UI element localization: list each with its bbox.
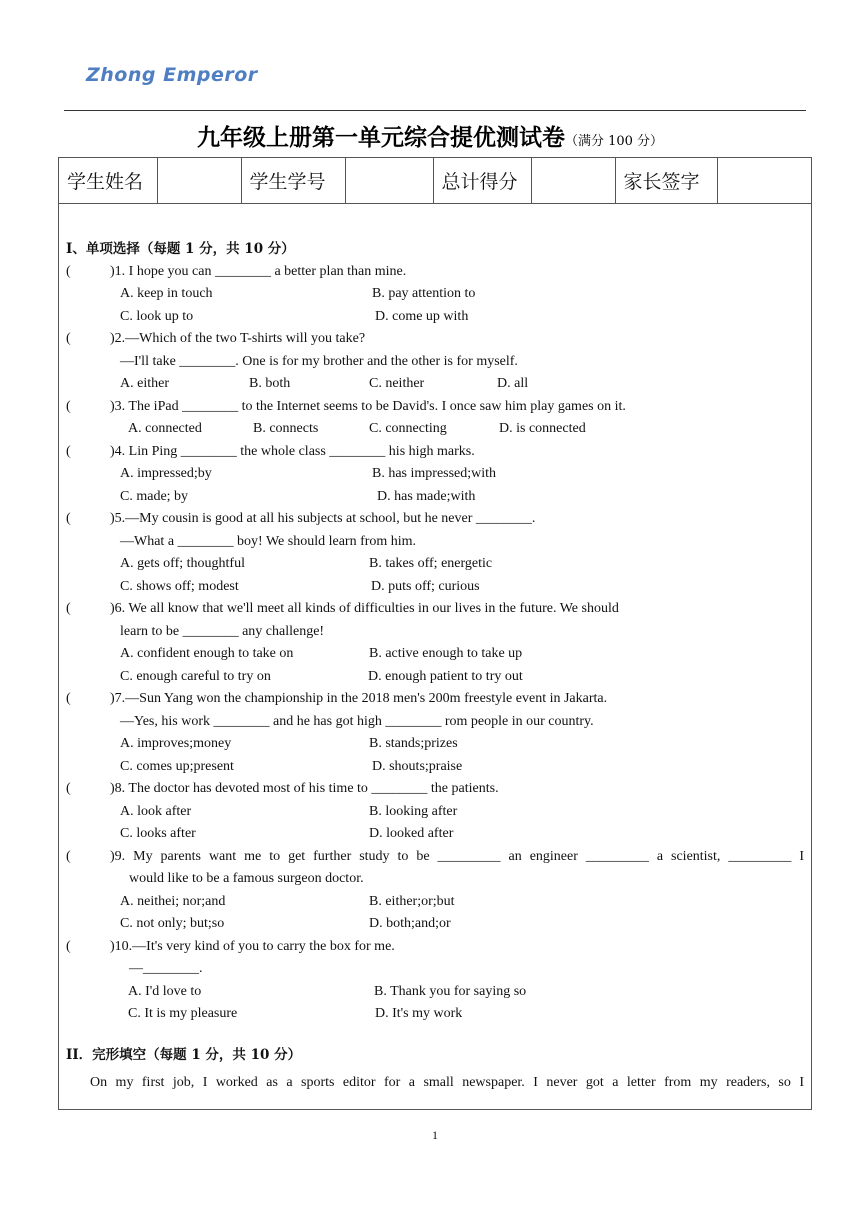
label-student-name: 学生姓名 <box>59 158 157 204</box>
option[interactable]: C. looks after <box>120 826 196 841</box>
option[interactable]: D. both;and;or <box>369 916 451 931</box>
question-stem: )6. We all know that we'll meet all kinds of difficulties in our lives in the future. We should <box>110 601 619 616</box>
section-2-heading: II．完形填空（每题 1 分，共 10 分） <box>66 1046 302 1063</box>
option[interactable]: B. pay attention to <box>372 286 476 301</box>
options-row <box>66 666 804 689</box>
option[interactable]: D. enough patient to try out <box>368 668 523 684</box>
option[interactable]: A. look after <box>120 803 192 819</box>
question-stem-cont: learn to be ________ any challenge! <box>120 623 325 639</box>
options-row <box>66 283 804 306</box>
option[interactable]: A. improves;money <box>120 736 232 751</box>
label-student-id: 学生学号 <box>241 158 345 204</box>
question-5 <box>66 508 804 531</box>
question-stem-cont: —Yes, his work ________ and he has got high ________ rom people in our country. <box>120 713 594 729</box>
cloze-paragraph: On my first job, I worked as a sports editor for a small newspaper. I never got a letter from my readers, so I <box>90 1074 804 1090</box>
answer-bracket[interactable]: ( <box>66 331 71 346</box>
answer-bracket[interactable]: ( <box>66 848 71 864</box>
option[interactable]: D. all <box>497 376 529 391</box>
question-8 <box>66 778 804 801</box>
question-stem-cont: —What a ________ boy! We should learn from him. <box>120 533 417 549</box>
options-row <box>66 823 804 846</box>
options-row <box>66 733 804 756</box>
question-stem: )3. The iPad ________ to the Internet seems to be David's. I once saw him play games on it. <box>110 398 626 414</box>
question-2 <box>66 328 804 351</box>
question-9 <box>66 846 804 869</box>
option[interactable]: A. confident enough to take on <box>120 646 294 661</box>
field-total-score[interactable] <box>531 158 615 204</box>
label-parent-signature: 家长签字 <box>615 158 717 204</box>
question-stem-cont: would like to be a famous surgeon doctor. <box>129 871 364 886</box>
option[interactable]: A. connected <box>128 421 202 436</box>
field-student-id[interactable] <box>345 158 433 204</box>
option[interactable]: D. come up with <box>375 308 469 324</box>
option[interactable]: A. impressed;by <box>120 466 212 481</box>
field-student-name[interactable] <box>157 158 241 204</box>
option[interactable]: A. gets off; thoughtful <box>120 556 245 571</box>
options-row <box>66 1003 804 1026</box>
option[interactable]: A. either <box>120 376 169 391</box>
option[interactable]: B. either;or;but <box>369 893 455 909</box>
page-title <box>0 119 860 152</box>
title-sub: （满分 100 分） <box>564 134 664 149</box>
option[interactable]: A. neithei; nor;and <box>120 893 226 909</box>
brand-logo-text: Zhong Emperor <box>86 64 258 86</box>
question-6 <box>66 598 804 621</box>
option[interactable]: C. It is my pleasure <box>128 1006 238 1021</box>
question-10 <box>66 936 804 959</box>
options-row <box>66 373 804 396</box>
options-row <box>66 891 804 914</box>
option[interactable]: C. connecting <box>369 421 447 436</box>
exam-content <box>66 238 804 1094</box>
option[interactable]: C. look up to <box>120 308 194 324</box>
option[interactable]: C. comes up;present <box>120 758 234 774</box>
question-stem-cont: —________. <box>129 961 203 976</box>
section-1-heading: I、单项选择（每题 1 分，共 10 分） <box>66 241 295 257</box>
options-row <box>66 553 804 576</box>
section-gap <box>66 1026 804 1044</box>
answer-bracket[interactable]: ( <box>66 691 71 706</box>
option[interactable]: D. has made;with <box>377 488 476 504</box>
options-row <box>66 418 804 441</box>
option[interactable]: B. looking after <box>369 803 458 819</box>
option[interactable]: A. keep in touch <box>120 286 213 301</box>
question-stem: )7.—Sun Yang won the championship in the 2018 men's 200m freestyle event in Jakarta. <box>110 691 608 706</box>
option[interactable]: B. active enough to take up <box>369 646 523 661</box>
option[interactable]: D. puts off; curious <box>371 578 480 594</box>
answer-bracket[interactable]: ( <box>66 781 71 796</box>
question-stem: )1. I hope you can ________ a better plan than mine. <box>110 263 407 279</box>
options-row <box>66 913 804 936</box>
question-stem: )2.—Which of the two T-shirts will you take? <box>110 331 366 346</box>
option[interactable]: B. has impressed;with <box>372 466 497 481</box>
exam-frame <box>58 157 812 1110</box>
option[interactable]: B. connects <box>253 421 319 436</box>
option[interactable]: D. looked after <box>369 826 454 841</box>
options-row <box>66 756 804 779</box>
option[interactable]: D. It's my work <box>375 1006 463 1021</box>
header-rule <box>64 110 806 111</box>
option[interactable]: A. I'd love to <box>128 983 202 999</box>
options-row <box>66 801 804 824</box>
page-number: 1 <box>432 1128 438 1142</box>
option[interactable]: B. both <box>249 376 291 391</box>
answer-bracket[interactable]: ( <box>66 263 71 279</box>
options-row <box>66 643 804 666</box>
option[interactable]: B. Thank you for saying so <box>374 983 527 999</box>
question-4 <box>66 441 804 464</box>
question-stem-cont: —I'll take ________. One is for my brother and the other is for myself. <box>120 353 518 369</box>
options-row <box>66 463 804 486</box>
answer-bracket[interactable]: ( <box>66 511 71 526</box>
options-row <box>66 486 804 509</box>
option[interactable]: C. neither <box>369 376 425 391</box>
option[interactable]: B. takes off; energetic <box>369 556 493 571</box>
label-total-score: 总计得分 <box>433 158 531 204</box>
question-stem: )9. My parents want me to get further study to be _________ an engineer _________ a scientist, _________ I <box>110 848 804 864</box>
question-stem: )10.—It's very kind of you to carry the box for me. <box>110 938 395 954</box>
answer-bracket[interactable]: ( <box>66 443 71 459</box>
option[interactable]: D. is connected <box>499 421 586 436</box>
question-1 <box>66 261 804 284</box>
field-parent-signature[interactable] <box>717 158 811 204</box>
question-stem: )8. The doctor has devoted most of his time to ________ the patients. <box>110 781 499 796</box>
title-main: 九年级上册第一单元综合提优测试卷 <box>196 124 565 151</box>
option[interactable]: C. made; by <box>120 488 189 504</box>
question-7 <box>66 688 804 711</box>
question-stem: )4. Lin Ping ________ the whole class ________ his high marks. <box>110 443 475 459</box>
answer-bracket[interactable]: ( <box>66 601 71 616</box>
option[interactable]: D. shouts;praise <box>372 758 463 774</box>
options-row <box>66 981 804 1004</box>
option[interactable]: C. enough careful to try on <box>120 668 271 684</box>
question-stem: )5.—My cousin is good at all his subjects at school, but he never ________. <box>110 511 536 526</box>
options-row <box>66 576 804 599</box>
student-info-table <box>59 158 811 204</box>
option[interactable]: C. not only; but;so <box>120 916 225 931</box>
option[interactable]: B. stands;prizes <box>369 736 458 751</box>
answer-bracket[interactable]: ( <box>66 938 71 954</box>
option[interactable]: C. shows off; modest <box>120 578 239 594</box>
options-row <box>66 306 804 329</box>
answer-bracket[interactable]: ( <box>66 398 71 414</box>
question-3 <box>66 396 804 419</box>
